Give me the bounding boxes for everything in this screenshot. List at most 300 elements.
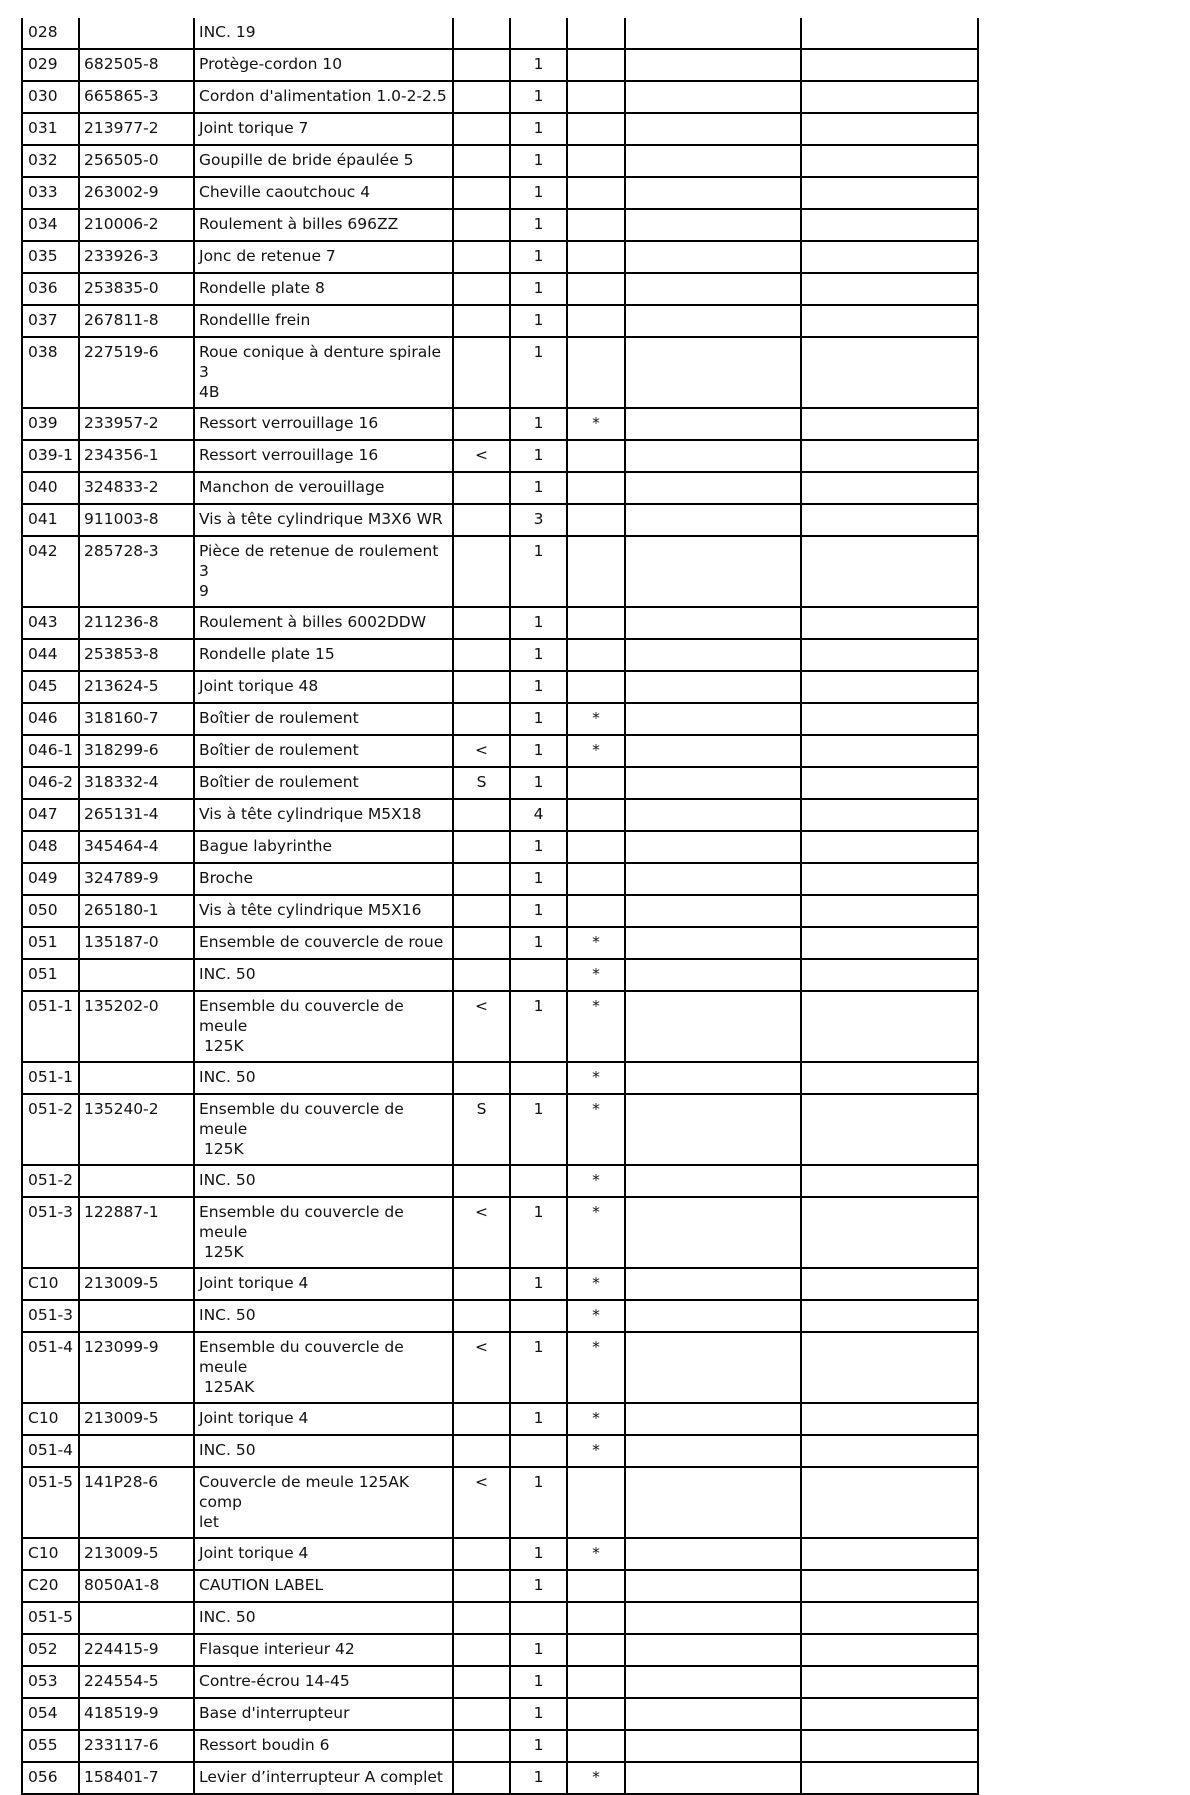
description-cell: Rondellle frein bbox=[194, 305, 453, 337]
empty-cell-2 bbox=[801, 607, 978, 639]
empty-cell-1 bbox=[625, 337, 801, 408]
remark-cell bbox=[453, 959, 510, 991]
table-row bbox=[22, 735, 978, 767]
empty-cell-2 bbox=[801, 863, 978, 895]
table-row bbox=[22, 959, 978, 991]
mark-cell bbox=[567, 337, 625, 408]
part-number-cell: 265180-1 bbox=[79, 895, 194, 927]
description-cell: Ressort verrouillage 16 bbox=[194, 408, 453, 440]
mark-cell bbox=[567, 767, 625, 799]
part-number-cell bbox=[79, 1062, 194, 1094]
empty-cell-1 bbox=[625, 113, 801, 145]
empty-cell-2 bbox=[801, 408, 978, 440]
part-number-cell: 267811-8 bbox=[79, 305, 194, 337]
ref-cell: 029 bbox=[22, 49, 79, 81]
remark-cell bbox=[453, 1730, 510, 1762]
ref-cell: 056 bbox=[22, 1762, 79, 1794]
remark-cell bbox=[453, 1602, 510, 1634]
quantity-cell: 1 bbox=[510, 472, 567, 504]
ref-cell: 033 bbox=[22, 177, 79, 209]
empty-cell-1 bbox=[625, 1094, 801, 1165]
part-number-cell bbox=[79, 959, 194, 991]
ref-cell: 051 bbox=[22, 927, 79, 959]
remark-cell bbox=[453, 504, 510, 536]
quantity-cell: 1 bbox=[510, 735, 567, 767]
empty-cell-2 bbox=[801, 273, 978, 305]
table-row bbox=[22, 504, 978, 536]
ref-cell: 040 bbox=[22, 472, 79, 504]
remark-cell bbox=[453, 408, 510, 440]
mark-cell: * bbox=[567, 1332, 625, 1403]
description-cell: Levier d’interrupteur A complet bbox=[194, 1762, 453, 1794]
empty-cell-1 bbox=[625, 1698, 801, 1730]
description-cell: Base d'interrupteur bbox=[194, 1698, 453, 1730]
table-row bbox=[22, 113, 978, 145]
table-row bbox=[22, 1538, 978, 1570]
quantity-cell: 1 bbox=[510, 1762, 567, 1794]
empty-cell-2 bbox=[801, 81, 978, 113]
remark-cell bbox=[453, 639, 510, 671]
description-cell: Roue conique à denture spirale 3 4B bbox=[194, 337, 453, 408]
ref-cell: 045 bbox=[22, 671, 79, 703]
part-number-cell bbox=[79, 1165, 194, 1197]
remark-cell: < bbox=[453, 991, 510, 1062]
quantity-cell: 1 bbox=[510, 408, 567, 440]
description-cell: Boîtier de roulement bbox=[194, 703, 453, 735]
empty-cell-1 bbox=[625, 177, 801, 209]
remark-cell bbox=[453, 703, 510, 735]
quantity-cell: 1 bbox=[510, 831, 567, 863]
table-row bbox=[22, 1062, 978, 1094]
table-row bbox=[22, 671, 978, 703]
empty-cell-1 bbox=[625, 536, 801, 607]
quantity-cell: 1 bbox=[510, 1467, 567, 1538]
quantity-cell: 4 bbox=[510, 799, 567, 831]
ref-cell: 051-5 bbox=[22, 1602, 79, 1634]
description-cell: Flasque interieur 42 bbox=[194, 1634, 453, 1666]
ref-cell: 054 bbox=[22, 1698, 79, 1730]
empty-cell-2 bbox=[801, 1666, 978, 1698]
empty-cell-2 bbox=[801, 440, 978, 472]
ref-cell: 047 bbox=[22, 799, 79, 831]
empty-cell-2 bbox=[801, 735, 978, 767]
quantity-cell: 1 bbox=[510, 49, 567, 81]
quantity-cell: 1 bbox=[510, 1666, 567, 1698]
ref-cell: 046 bbox=[22, 703, 79, 735]
empty-cell-2 bbox=[801, 639, 978, 671]
empty-cell-2 bbox=[801, 1435, 978, 1467]
quantity-cell: 3 bbox=[510, 504, 567, 536]
table-row bbox=[22, 703, 978, 735]
ref-cell: 051 bbox=[22, 959, 79, 991]
mark-cell bbox=[567, 273, 625, 305]
table-row bbox=[22, 408, 978, 440]
empty-cell-1 bbox=[625, 1467, 801, 1538]
part-number-cell: 682505-8 bbox=[79, 49, 194, 81]
empty-cell-2 bbox=[801, 831, 978, 863]
table-row bbox=[22, 536, 978, 607]
empty-cell-2 bbox=[801, 1165, 978, 1197]
mark-cell bbox=[567, 472, 625, 504]
remark-cell bbox=[453, 209, 510, 241]
ref-cell: 046-1 bbox=[22, 735, 79, 767]
description-cell: Joint torique 4 bbox=[194, 1538, 453, 1570]
empty-cell-1 bbox=[625, 703, 801, 735]
remark-cell bbox=[453, 671, 510, 703]
empty-cell-2 bbox=[801, 1570, 978, 1602]
description-cell: Vis à tête cylindrique M3X6 WR bbox=[194, 504, 453, 536]
quantity-cell: 1 bbox=[510, 1730, 567, 1762]
table-row bbox=[22, 1698, 978, 1730]
part-number-cell: 135202-0 bbox=[79, 991, 194, 1062]
description-cell: Jonc de retenue 7 bbox=[194, 241, 453, 273]
ref-cell: 051-3 bbox=[22, 1300, 79, 1332]
remark-cell bbox=[453, 273, 510, 305]
mark-cell bbox=[567, 607, 625, 639]
mark-cell bbox=[567, 895, 625, 927]
empty-cell-2 bbox=[801, 1268, 978, 1300]
empty-cell-2 bbox=[801, 671, 978, 703]
description-cell: Pièce de retenue de roulement 3 9 bbox=[194, 536, 453, 607]
table-row bbox=[22, 799, 978, 831]
quantity-cell bbox=[510, 959, 567, 991]
mark-cell: * bbox=[567, 1062, 625, 1094]
remark-cell bbox=[453, 81, 510, 113]
mark-cell bbox=[567, 1698, 625, 1730]
description-cell: Ensemble du couvercle de meule 125K bbox=[194, 1094, 453, 1165]
empty-cell-1 bbox=[625, 959, 801, 991]
part-number-cell: 324789-9 bbox=[79, 863, 194, 895]
mark-cell: * bbox=[567, 1094, 625, 1165]
description-cell: Joint torique 4 bbox=[194, 1403, 453, 1435]
description-cell: Ensemble de couvercle de roue bbox=[194, 927, 453, 959]
description-cell: Joint torique 4 bbox=[194, 1268, 453, 1300]
empty-cell-2 bbox=[801, 1094, 978, 1165]
description-cell: Boîtier de roulement bbox=[194, 767, 453, 799]
description-cell: Ensemble du couvercle de meule 125AK bbox=[194, 1332, 453, 1403]
quantity-cell: 1 bbox=[510, 305, 567, 337]
quantity-cell: 1 bbox=[510, 1538, 567, 1570]
remark-cell: < bbox=[453, 735, 510, 767]
mark-cell: * bbox=[567, 1403, 625, 1435]
ref-cell: 051-4 bbox=[22, 1332, 79, 1403]
description-cell: Boîtier de roulement bbox=[194, 735, 453, 767]
empty-cell-1 bbox=[625, 49, 801, 81]
empty-cell-2 bbox=[801, 1197, 978, 1268]
quantity-cell: 1 bbox=[510, 991, 567, 1062]
empty-cell-2 bbox=[801, 472, 978, 504]
description-cell: Roulement à billes 696ZZ bbox=[194, 209, 453, 241]
table-row bbox=[22, 927, 978, 959]
description-cell: INC. 19 bbox=[194, 18, 453, 49]
quantity-cell: 1 bbox=[510, 536, 567, 607]
empty-cell-2 bbox=[801, 536, 978, 607]
quantity-cell bbox=[510, 1300, 567, 1332]
quantity-cell: 1 bbox=[510, 767, 567, 799]
part-number-cell: 233957-2 bbox=[79, 408, 194, 440]
table-row bbox=[22, 241, 978, 273]
table-row bbox=[22, 991, 978, 1062]
empty-cell-2 bbox=[801, 1730, 978, 1762]
description-cell: CAUTION LABEL bbox=[194, 1570, 453, 1602]
description-cell: Broche bbox=[194, 863, 453, 895]
part-number-cell: 135240-2 bbox=[79, 1094, 194, 1165]
ref-cell: 046-2 bbox=[22, 767, 79, 799]
empty-cell-2 bbox=[801, 895, 978, 927]
empty-cell-2 bbox=[801, 241, 978, 273]
mark-cell bbox=[567, 1570, 625, 1602]
empty-cell-1 bbox=[625, 671, 801, 703]
remark-cell bbox=[453, 1268, 510, 1300]
remark-cell: S bbox=[453, 1094, 510, 1165]
mark-cell bbox=[567, 863, 625, 895]
quantity-cell: 1 bbox=[510, 81, 567, 113]
description-cell: INC. 50 bbox=[194, 1435, 453, 1467]
part-number-cell bbox=[79, 1602, 194, 1634]
quantity-cell bbox=[510, 1062, 567, 1094]
empty-cell-1 bbox=[625, 305, 801, 337]
ref-cell: 034 bbox=[22, 209, 79, 241]
empty-cell-1 bbox=[625, 1602, 801, 1634]
ref-cell: C10 bbox=[22, 1268, 79, 1300]
description-cell: Vis à tête cylindrique M5X18 bbox=[194, 799, 453, 831]
description-cell: Joint torique 7 bbox=[194, 113, 453, 145]
ref-cell: 042 bbox=[22, 536, 79, 607]
quantity-cell: 1 bbox=[510, 671, 567, 703]
ref-cell: 030 bbox=[22, 81, 79, 113]
ref-cell: 037 bbox=[22, 305, 79, 337]
remark-cell bbox=[453, 927, 510, 959]
ref-cell: 051-5 bbox=[22, 1467, 79, 1538]
quantity-cell bbox=[510, 1435, 567, 1467]
quantity-cell: 1 bbox=[510, 607, 567, 639]
quantity-cell: 1 bbox=[510, 337, 567, 408]
empty-cell-2 bbox=[801, 1698, 978, 1730]
empty-cell-1 bbox=[625, 241, 801, 273]
mark-cell bbox=[567, 1467, 625, 1538]
ref-cell: 051-1 bbox=[22, 1062, 79, 1094]
table-row bbox=[22, 305, 978, 337]
ref-cell: 028 bbox=[22, 18, 79, 49]
remark-cell bbox=[453, 1538, 510, 1570]
remark-cell bbox=[453, 241, 510, 273]
empty-cell-1 bbox=[625, 273, 801, 305]
empty-cell-1 bbox=[625, 607, 801, 639]
table-row bbox=[22, 1602, 978, 1634]
quantity-cell: 1 bbox=[510, 863, 567, 895]
table-row bbox=[22, 1197, 978, 1268]
mark-cell: * bbox=[567, 735, 625, 767]
part-number-cell bbox=[79, 1435, 194, 1467]
ref-cell: C10 bbox=[22, 1538, 79, 1570]
mark-cell: * bbox=[567, 703, 625, 735]
part-number-cell: 227519-6 bbox=[79, 337, 194, 408]
mark-cell: * bbox=[567, 408, 625, 440]
ref-cell: C20 bbox=[22, 1570, 79, 1602]
empty-cell-2 bbox=[801, 703, 978, 735]
part-number-cell: 665865-3 bbox=[79, 81, 194, 113]
empty-cell-2 bbox=[801, 991, 978, 1062]
ref-cell: 039 bbox=[22, 408, 79, 440]
part-number-cell: 345464-4 bbox=[79, 831, 194, 863]
table-row bbox=[22, 337, 978, 408]
table-row bbox=[22, 1332, 978, 1403]
ref-cell: 048 bbox=[22, 831, 79, 863]
remark-cell: < bbox=[453, 1467, 510, 1538]
empty-cell-1 bbox=[625, 831, 801, 863]
part-number-cell: 256505-0 bbox=[79, 145, 194, 177]
mark-cell: * bbox=[567, 1435, 625, 1467]
ref-cell: 051-4 bbox=[22, 1435, 79, 1467]
part-number-cell: 213009-5 bbox=[79, 1403, 194, 1435]
description-cell: INC. 50 bbox=[194, 1300, 453, 1332]
empty-cell-1 bbox=[625, 1538, 801, 1570]
ref-cell: 051-2 bbox=[22, 1094, 79, 1165]
empty-cell-2 bbox=[801, 767, 978, 799]
remark-cell bbox=[453, 1762, 510, 1794]
remark-cell bbox=[453, 1403, 510, 1435]
empty-cell-1 bbox=[625, 1762, 801, 1794]
part-number-cell: 418519-9 bbox=[79, 1698, 194, 1730]
mark-cell bbox=[567, 639, 625, 671]
mark-cell: * bbox=[567, 991, 625, 1062]
mark-cell bbox=[567, 504, 625, 536]
table-row bbox=[22, 1165, 978, 1197]
part-number-cell: 253853-8 bbox=[79, 639, 194, 671]
part-number-cell: 158401-7 bbox=[79, 1762, 194, 1794]
ref-cell: C10 bbox=[22, 1403, 79, 1435]
ref-cell: 036 bbox=[22, 273, 79, 305]
remark-cell: S bbox=[453, 767, 510, 799]
remark-cell: < bbox=[453, 1332, 510, 1403]
table-row bbox=[22, 1268, 978, 1300]
empty-cell-1 bbox=[625, 209, 801, 241]
quantity-cell: 1 bbox=[510, 1197, 567, 1268]
remark-cell bbox=[453, 472, 510, 504]
empty-cell-1 bbox=[625, 1062, 801, 1094]
table-row bbox=[22, 273, 978, 305]
empty-cell-2 bbox=[801, 305, 978, 337]
empty-cell-2 bbox=[801, 209, 978, 241]
remark-cell bbox=[453, 1062, 510, 1094]
remark-cell bbox=[453, 1435, 510, 1467]
ref-cell: 035 bbox=[22, 241, 79, 273]
mark-cell bbox=[567, 145, 625, 177]
empty-cell-2 bbox=[801, 1634, 978, 1666]
description-cell: Rondelle plate 8 bbox=[194, 273, 453, 305]
table-row bbox=[22, 145, 978, 177]
remark-cell bbox=[453, 863, 510, 895]
table-row bbox=[22, 1634, 978, 1666]
quantity-cell: 1 bbox=[510, 1332, 567, 1403]
description-cell: Protège-cordon 10 bbox=[194, 49, 453, 81]
mark-cell: * bbox=[567, 1300, 625, 1332]
remark-cell bbox=[453, 536, 510, 607]
description-cell: INC. 50 bbox=[194, 1165, 453, 1197]
table-row bbox=[22, 440, 978, 472]
part-number-cell: 318160-7 bbox=[79, 703, 194, 735]
empty-cell-2 bbox=[801, 113, 978, 145]
table-row bbox=[22, 209, 978, 241]
part-number-cell: 233926-3 bbox=[79, 241, 194, 273]
empty-cell-2 bbox=[801, 1062, 978, 1094]
quantity-cell: 1 bbox=[510, 1094, 567, 1165]
ref-cell: 044 bbox=[22, 639, 79, 671]
table-row bbox=[22, 895, 978, 927]
part-number-cell: 234356-1 bbox=[79, 440, 194, 472]
remark-cell bbox=[453, 145, 510, 177]
part-number-cell: 265131-4 bbox=[79, 799, 194, 831]
mark-cell: * bbox=[567, 1197, 625, 1268]
quantity-cell bbox=[510, 18, 567, 49]
mark-cell bbox=[567, 1602, 625, 1634]
part-number-cell: 141P28-6 bbox=[79, 1467, 194, 1538]
empty-cell-2 bbox=[801, 337, 978, 408]
table-row bbox=[22, 81, 978, 113]
table-row bbox=[22, 1435, 978, 1467]
quantity-cell: 1 bbox=[510, 241, 567, 273]
part-number-cell: 8050A1-8 bbox=[79, 1570, 194, 1602]
mark-cell: * bbox=[567, 1268, 625, 1300]
empty-cell-1 bbox=[625, 472, 801, 504]
quantity-cell: 1 bbox=[510, 177, 567, 209]
part-number-cell: 213977-2 bbox=[79, 113, 194, 145]
empty-cell-2 bbox=[801, 1300, 978, 1332]
description-cell: Contre-écrou 14-45 bbox=[194, 1666, 453, 1698]
empty-cell-1 bbox=[625, 639, 801, 671]
table-row bbox=[22, 1467, 978, 1538]
remark-cell bbox=[453, 895, 510, 927]
table-row bbox=[22, 18, 978, 49]
description-cell: Ensemble du couvercle de meule 125K bbox=[194, 991, 453, 1062]
mark-cell: * bbox=[567, 927, 625, 959]
empty-cell-2 bbox=[801, 1762, 978, 1794]
remark-cell bbox=[453, 177, 510, 209]
ref-cell: 032 bbox=[22, 145, 79, 177]
table-row bbox=[22, 177, 978, 209]
ref-cell: 049 bbox=[22, 863, 79, 895]
quantity-cell: 1 bbox=[510, 895, 567, 927]
empty-cell-2 bbox=[801, 959, 978, 991]
part-number-cell: 263002-9 bbox=[79, 177, 194, 209]
table-row bbox=[22, 1570, 978, 1602]
mark-cell bbox=[567, 81, 625, 113]
empty-cell-1 bbox=[625, 1730, 801, 1762]
mark-cell bbox=[567, 536, 625, 607]
empty-cell-1 bbox=[625, 735, 801, 767]
quantity-cell: 1 bbox=[510, 1268, 567, 1300]
ref-cell: 043 bbox=[22, 607, 79, 639]
mark-cell bbox=[567, 831, 625, 863]
description-cell: INC. 50 bbox=[194, 1602, 453, 1634]
quantity-cell: 1 bbox=[510, 113, 567, 145]
empty-cell-1 bbox=[625, 1165, 801, 1197]
quantity-cell: 1 bbox=[510, 1698, 567, 1730]
ref-cell: 038 bbox=[22, 337, 79, 408]
quantity-cell: 1 bbox=[510, 1403, 567, 1435]
description-cell: Manchon de verouillage bbox=[194, 472, 453, 504]
ref-cell: 051-3 bbox=[22, 1197, 79, 1268]
empty-cell-1 bbox=[625, 927, 801, 959]
description-cell: Goupille de bride épaulée 5 bbox=[194, 145, 453, 177]
ref-cell: 055 bbox=[22, 1730, 79, 1762]
ref-cell: 031 bbox=[22, 113, 79, 145]
empty-cell-1 bbox=[625, 799, 801, 831]
description-cell: Ensemble du couvercle de meule 125K bbox=[194, 1197, 453, 1268]
mark-cell bbox=[567, 305, 625, 337]
part-number-cell: 213009-5 bbox=[79, 1538, 194, 1570]
empty-cell-1 bbox=[625, 18, 801, 49]
